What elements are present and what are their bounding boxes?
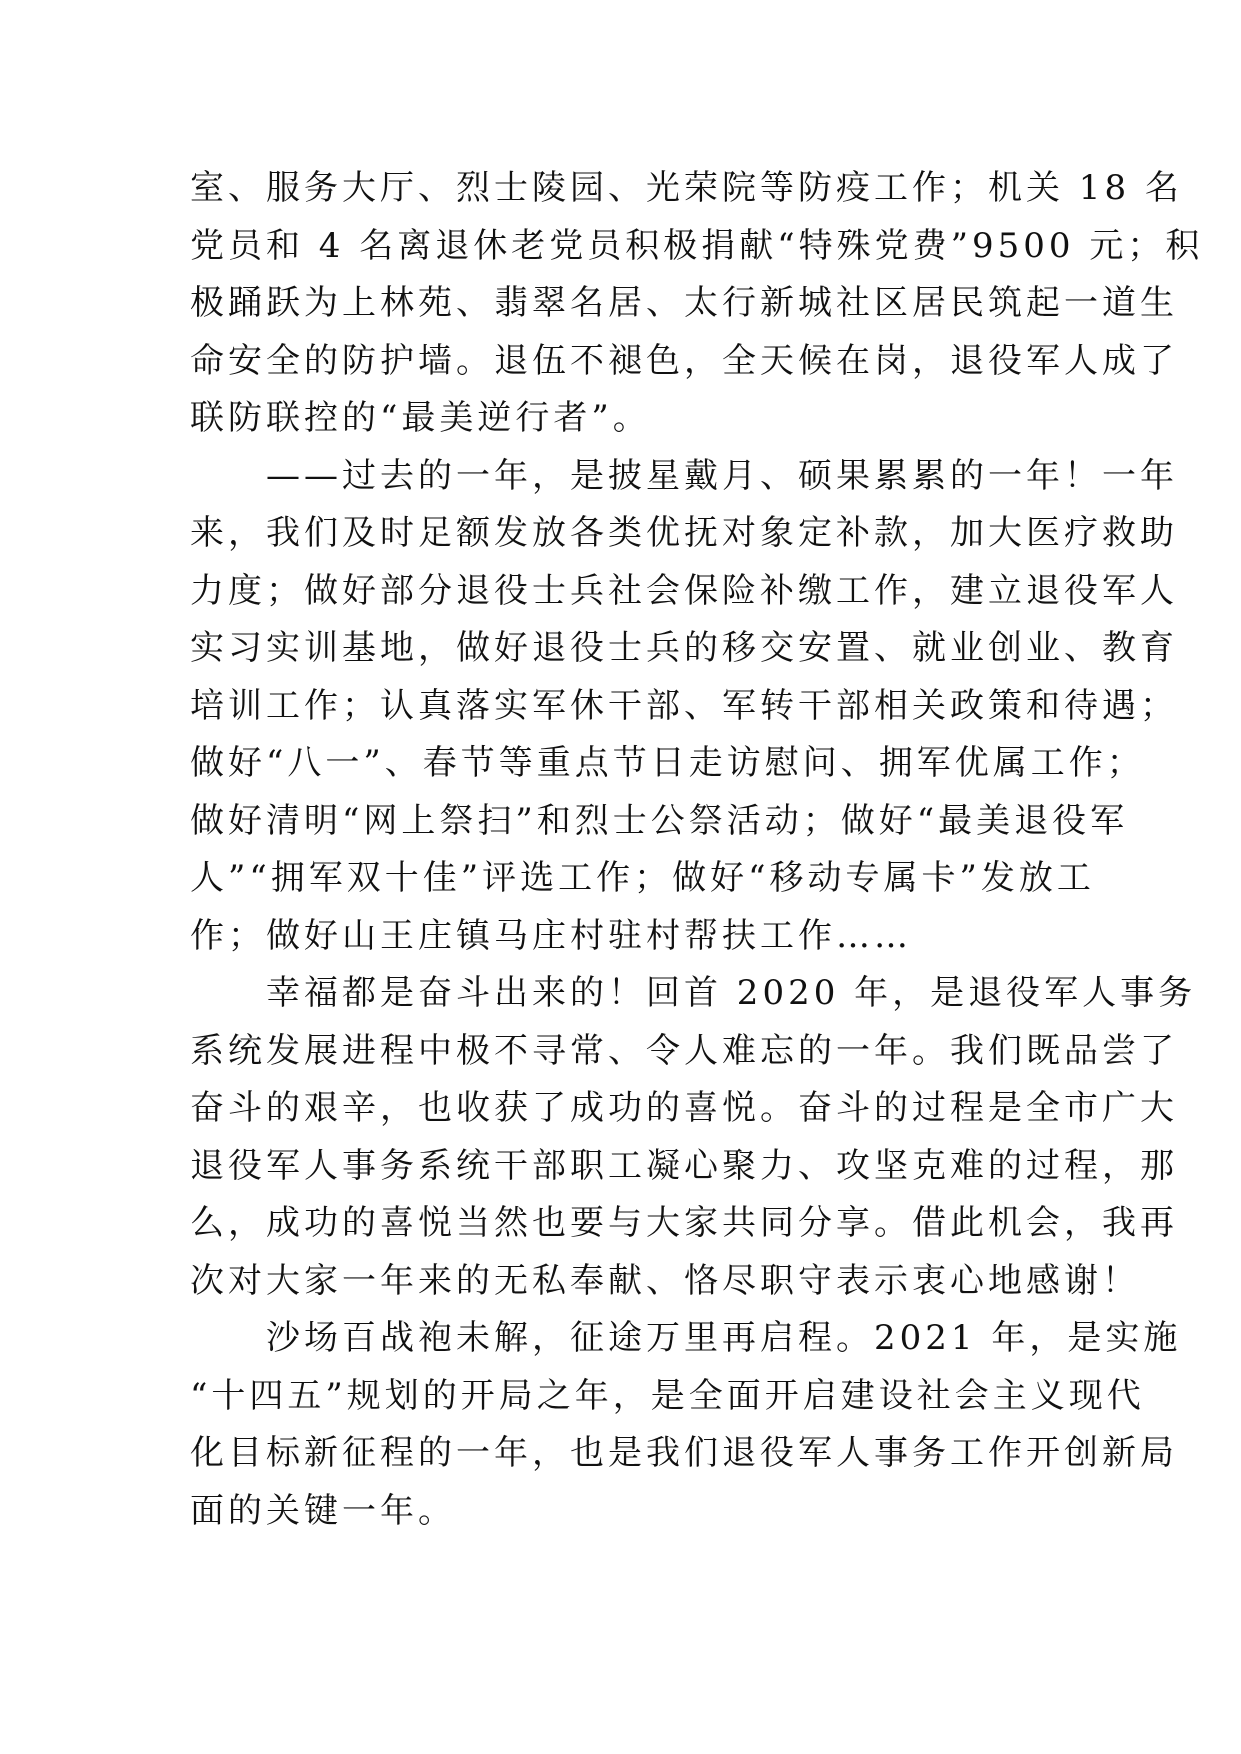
text-line: 次对大家一年来的无私奉献、恪尽职守表示衷心地感谢！ — [190, 1260, 1140, 1301]
text-line: 系统发展进程中极不寻常、令人难忘的一年。我们既品尝了 — [190, 1030, 1178, 1071]
text-line: 极踊跃为上林苑、翡翠名居、太行新城社区居民筑起一道生 — [190, 283, 1178, 323]
text-line: 培训工作；认真落实军休干部、军转干部相关政策和待遇； — [190, 685, 1178, 726]
text-line: 做好“八一”、春节等重点节日走访慰问、拥军优属工作； — [190, 743, 1145, 783]
text-line: 人”“拥军双十佳”评选工作；做好“移动专属卡”发放工 — [190, 858, 1095, 898]
text-line: 作；做好山王庄镇马庄村驻村帮扶工作…… — [190, 915, 912, 956]
text-line: 退役军人事务系统干部职工凝心聚力、攻坚克难的过程，那 — [190, 1145, 1178, 1186]
text-line: 面的关键一年。 — [190, 1490, 456, 1531]
text-line: 么，成功的喜悦当然也要与大家共同分享。借此机会，我再 — [190, 1203, 1178, 1243]
text-line: 室、服务大厅、烈士陵园、光荣院等防疫工作；机关 18 名 — [190, 168, 1183, 208]
body-text — [190, 160, 1204, 1540]
text-line: 联防联控的“最美逆行者”。 — [190, 398, 651, 438]
text-line: 化目标新征程的一年，也是我们退役军人事务工作开创新局 — [190, 1433, 1178, 1473]
paragraph-start-line: ——过去的一年，是披星戴月、硕果累累的一年！一年 — [266, 455, 1178, 496]
text-line: 力度；做好部分退役士兵社会保险补缴工作，建立退役军人 — [190, 570, 1178, 611]
text-line: 来，我们及时足额发放各类优抚对象定补款，加大医疗救助 — [190, 513, 1178, 553]
text-line: 实习实训基地，做好退役士兵的移交安置、就业创业、教育 — [190, 628, 1178, 668]
text-line: 命安全的防护墙。退伍不褪色，全天候在岗，退役军人成了 — [190, 340, 1178, 381]
paragraph-start-line: 幸福都是奋斗出来的！回首 2020 年，是退役军人事务 — [266, 973, 1197, 1013]
text-line: 党员和 4 名离退休老党员积极捐献“特殊党费”9500 元；积 — [190, 225, 1204, 266]
paragraph-start-line: 沙场百战袍未解，征途万里再启程。2021 年，是实施 — [266, 1318, 1182, 1358]
text-line: “十四五”规划的开局之年，是全面开启建设社会主义现代 — [190, 1375, 1145, 1416]
text-line: 奋斗的艰辛，也收获了成功的喜悦。奋斗的过程是全市广大 — [190, 1088, 1178, 1128]
text-line: 做好清明“网上祭扫”和烈士公祭活动；做好“最美退役军 — [190, 800, 1129, 841]
